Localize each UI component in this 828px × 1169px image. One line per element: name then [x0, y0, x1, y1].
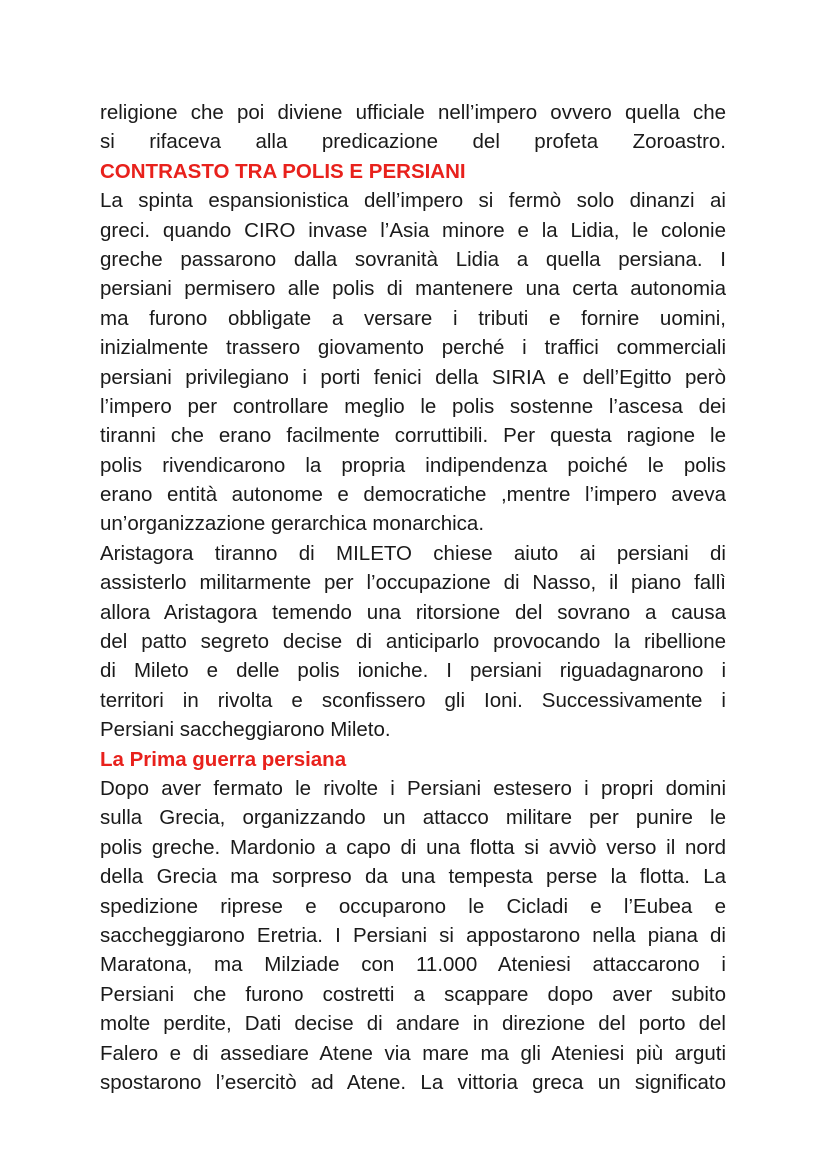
text-line: persiani permisero alle polis di mantenere una certa autonomia [100, 277, 726, 301]
text-line: tiranni che erano facilmente corruttibili. Per questa ragione le [100, 424, 726, 448]
text-line: spostarono l’esercitò ad Atene. La vittoria greca un significato [100, 1070, 726, 1094]
text-line: Falero e di assediare Atene via mare ma gli Ateniesi più arguti [100, 1041, 726, 1065]
text-line: greche passarono dalla sovranità Lidia a quella persiana. I [100, 247, 726, 271]
section-heading: La Prima guerra persiana [100, 747, 347, 771]
text-line: erano entità autonome e democratiche ,mentre l’impero aveva [100, 483, 726, 507]
text-line: l’impero per controllare meglio le polis sostenne l’ascesa dei [100, 394, 726, 418]
document-page [100, 98, 726, 1097]
text-line: religione che poi diviene ufficiale nell’impero ovvero quella che [100, 101, 726, 124]
text-line: territori in rivolta e sconfissero gli Ioni. Successivamente i [100, 688, 726, 712]
text-line: allora Aristagora temendo una ritorsione del sovrano a causa [100, 600, 726, 624]
text-line: del patto segreto decise di anticiparlo provocando la ribellione [100, 630, 726, 654]
text-line: persiani privilegiano i porti fenici della SIRIA e dell’Egitto però [100, 365, 726, 389]
text-line-last: Persiani saccheggiarono Mileto. [100, 718, 391, 742]
text-line: polis greche. Mardonio a capo di una flotta si avviò verso il nord [100, 835, 726, 859]
text-line: Persiani che furono costretti a scappare dopo aver subito [100, 982, 726, 1006]
text-line: della Grecia ma sorpreso da una tempesta perse la flotta. La [100, 865, 726, 889]
text-line: polis rivendicarono la propria indipendenza poiché le polis [100, 453, 726, 477]
text-line: molte perdite, Dati decise di andare in direzione del porto del [100, 1012, 726, 1036]
text-line: si rifaceva alla predicazione del profeta Zoroastro. [100, 130, 726, 154]
text-line: Maratona, ma Milziade con 11.000 Ateniesi attaccarono i [100, 953, 726, 977]
text-line: ma furono obbligate a versare i tributi e fornire uomini, [100, 306, 726, 330]
text-line-last: un’organizzazione gerarchica monarchica. [100, 512, 485, 536]
section-heading: CONTRASTO TRA POLIS E PERSIANI [100, 159, 466, 183]
text-line: sulla Grecia, organizzando un attacco militare per punire le [100, 806, 726, 830]
text-line: assisterlo militarmente per l’occupazione di Nasso, il piano fallì [100, 571, 726, 595]
text-line: saccheggiarono Eretria. I Persiani si appostarono nella piana di [100, 923, 726, 947]
text-line: di Mileto e delle polis ioniche. I persiani riguadagnarono i [100, 659, 726, 683]
text-line: Aristagora tiranno di MILETO chiese aiuto ai persiani di [100, 541, 726, 565]
text-line: spedizione riprese e occuparono le Cicladi e l’Eubea e [100, 894, 726, 918]
text-line: inizialmente trassero giovamento perché i traffici commerciali [100, 336, 726, 360]
text-line: Dopo aver fermato le rivolte i Persiani estesero i propri domini [100, 776, 726, 800]
text-line: La spinta espansionistica dell’impero si fermò solo dinanzi ai [100, 189, 726, 213]
text-line: greci. quando CIRO invase l’Asia minore e la Lidia, le colonie [100, 218, 726, 242]
